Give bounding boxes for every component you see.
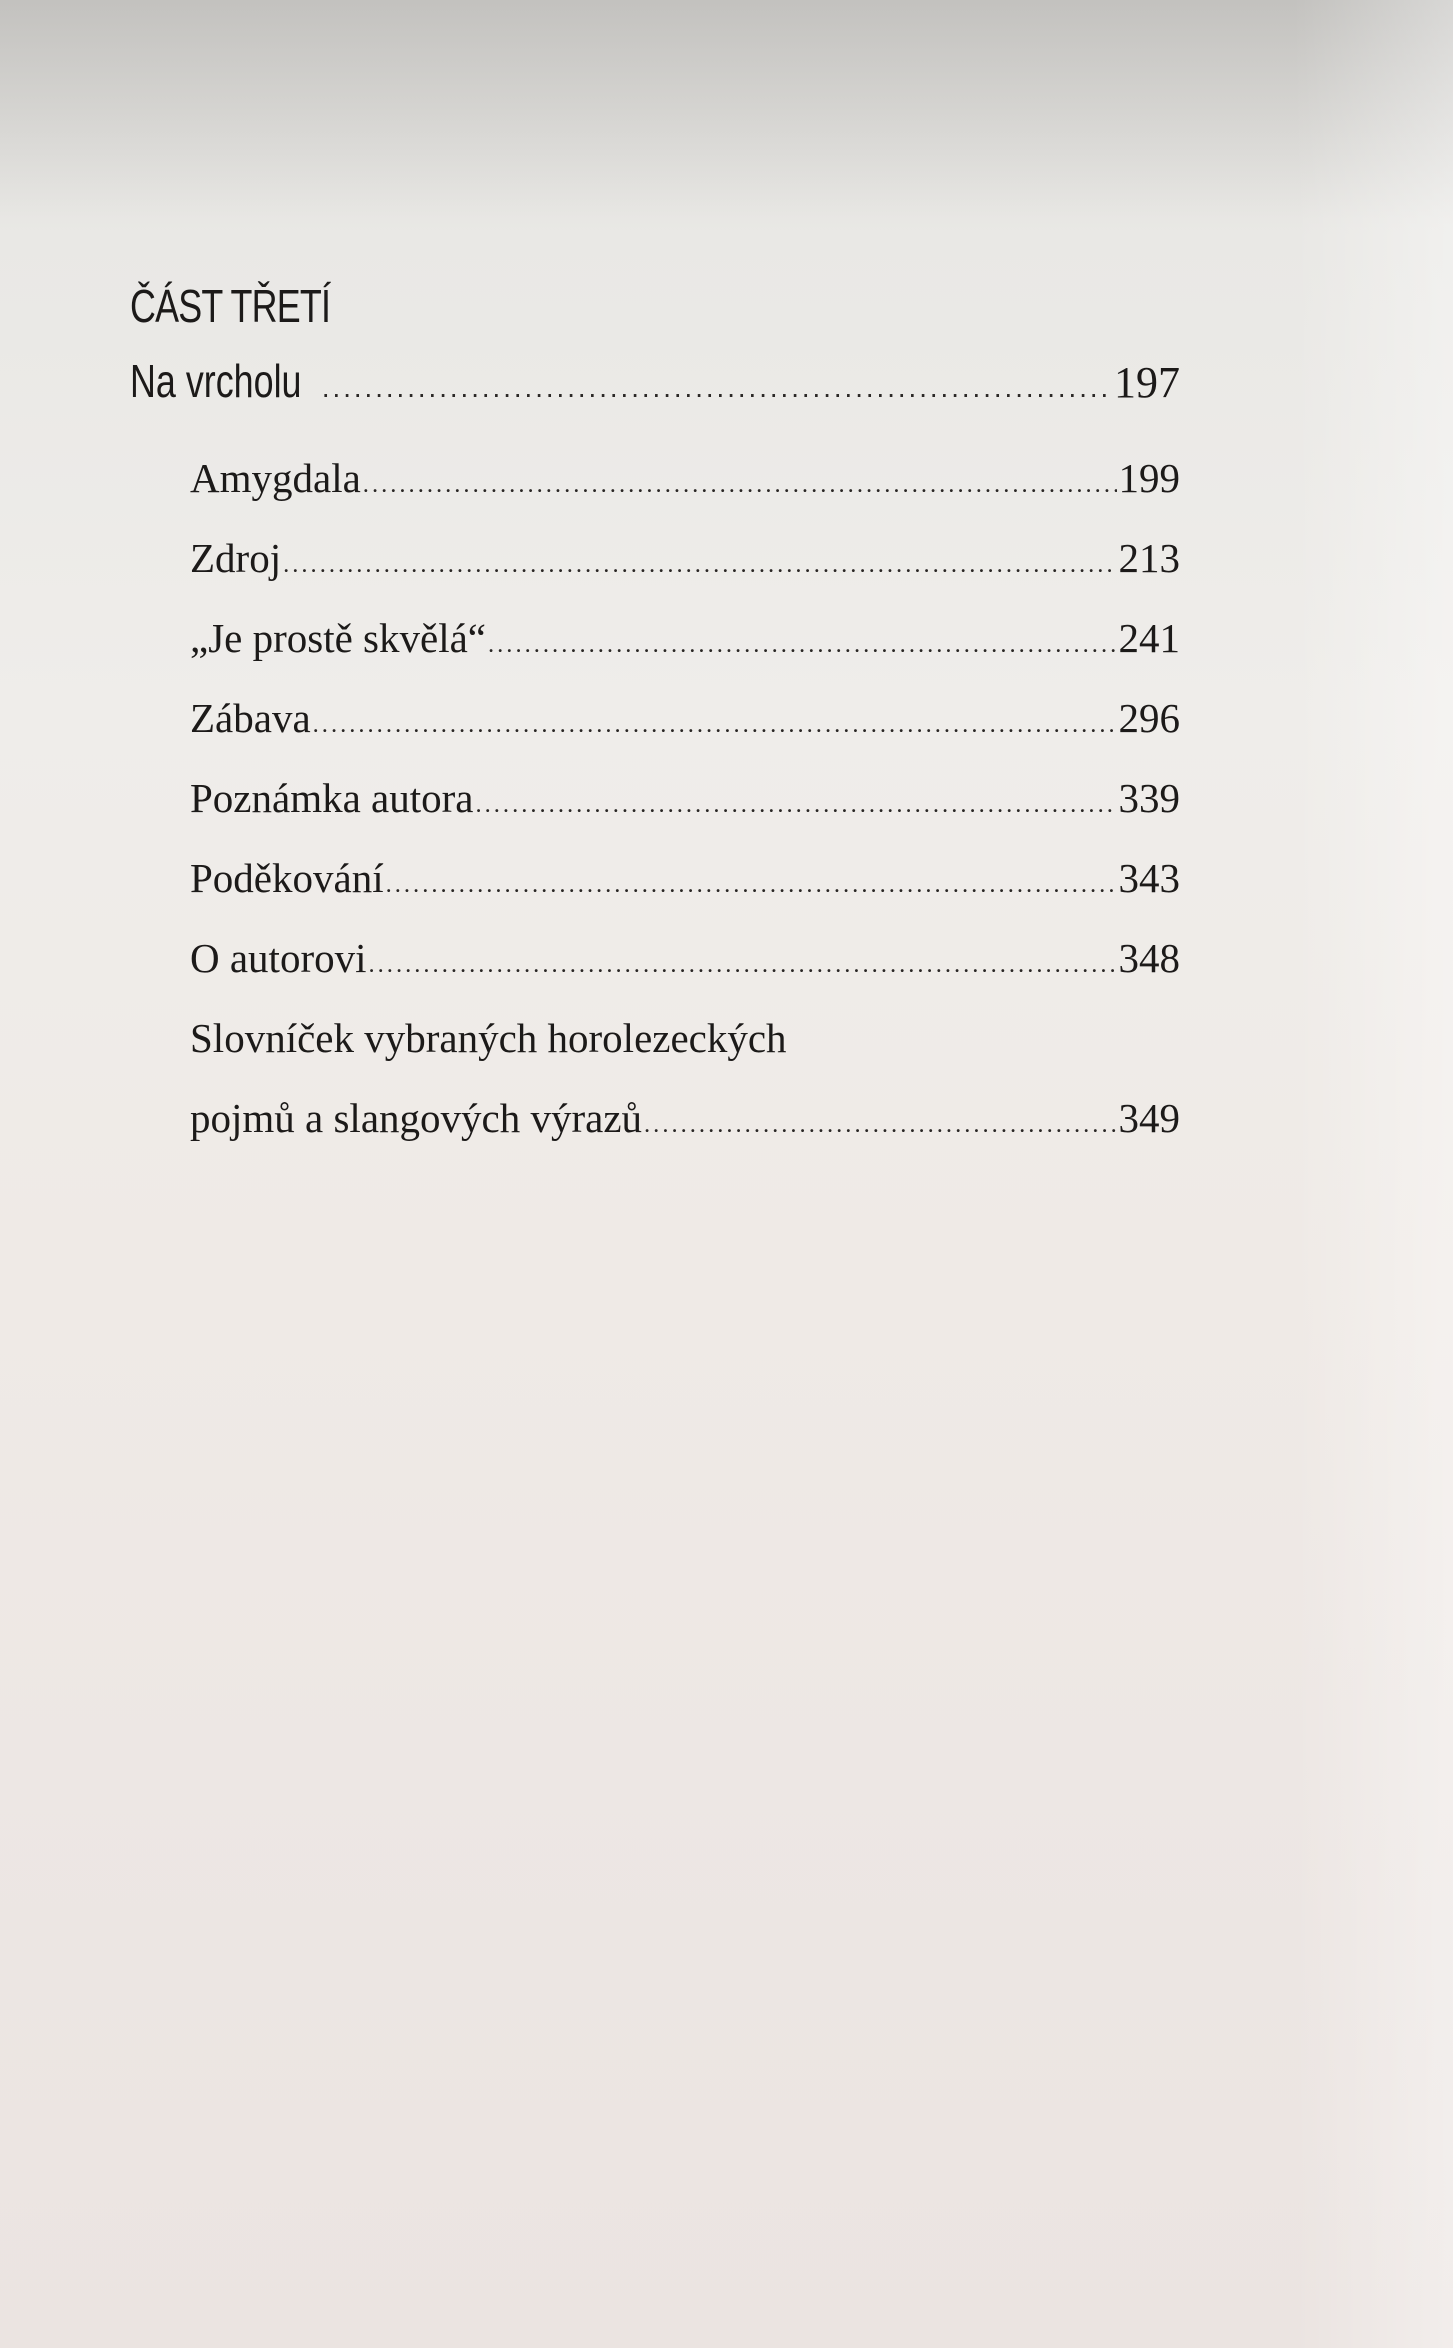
glossary-page-number: 349 — [1118, 1095, 1180, 1141]
leader-dots — [313, 685, 1117, 765]
toc-entry — [190, 918, 1180, 998]
part-page-number: 197 — [1114, 358, 1180, 407]
entry-title: Zdroj — [190, 535, 282, 581]
entry-page-number: 213 — [1118, 535, 1180, 581]
toc-part-row — [130, 342, 1180, 420]
leader-dots — [322, 349, 1112, 427]
toc-entry — [190, 838, 1180, 918]
leader-dots — [488, 605, 1117, 685]
entry-page-number: 348 — [1118, 935, 1180, 981]
part-title: Na vrcholu — [130, 355, 302, 407]
toc-entry — [190, 438, 1180, 518]
toc-entry — [190, 758, 1180, 838]
entry-title: Amygdala — [190, 455, 361, 501]
entry-title: Poděkování — [190, 855, 384, 901]
entry-page-number: 343 — [1118, 855, 1180, 901]
entry-title: Poznámka autora — [190, 775, 474, 821]
leader-dots — [369, 925, 1117, 1005]
entry-title: O autorovi — [190, 935, 367, 981]
entry-page-number: 241 — [1118, 615, 1180, 661]
entry-page-number: 296 — [1118, 695, 1180, 741]
toc-entries — [130, 438, 1180, 1158]
leader-dots — [475, 765, 1116, 845]
page-shadow — [0, 0, 1453, 220]
page-highlight — [1293, 0, 1453, 2348]
toc-entry-glossary — [190, 1078, 1180, 1158]
entry-page-number: 339 — [1118, 775, 1180, 821]
toc-entry — [190, 518, 1180, 598]
leader-dots — [386, 845, 1117, 925]
toc-entry — [190, 598, 1180, 678]
leader-dots — [283, 525, 1116, 605]
table-of-contents — [130, 270, 1180, 1158]
glossary-title-line-2: pojmů a slangových výrazů — [190, 1095, 643, 1141]
entry-title: „Je prostě skvělá“ — [190, 615, 486, 661]
leader-dots — [363, 445, 1117, 525]
part-label: ČÁST TŘETÍ — [130, 280, 331, 332]
leader-dots — [644, 1085, 1116, 1165]
toc-entry — [190, 678, 1180, 758]
entry-title: Zábava — [190, 695, 311, 741]
glossary-title-line-1: Slovníček vybraných horolezeckých — [190, 1015, 787, 1061]
entry-page-number: 199 — [1118, 455, 1180, 501]
